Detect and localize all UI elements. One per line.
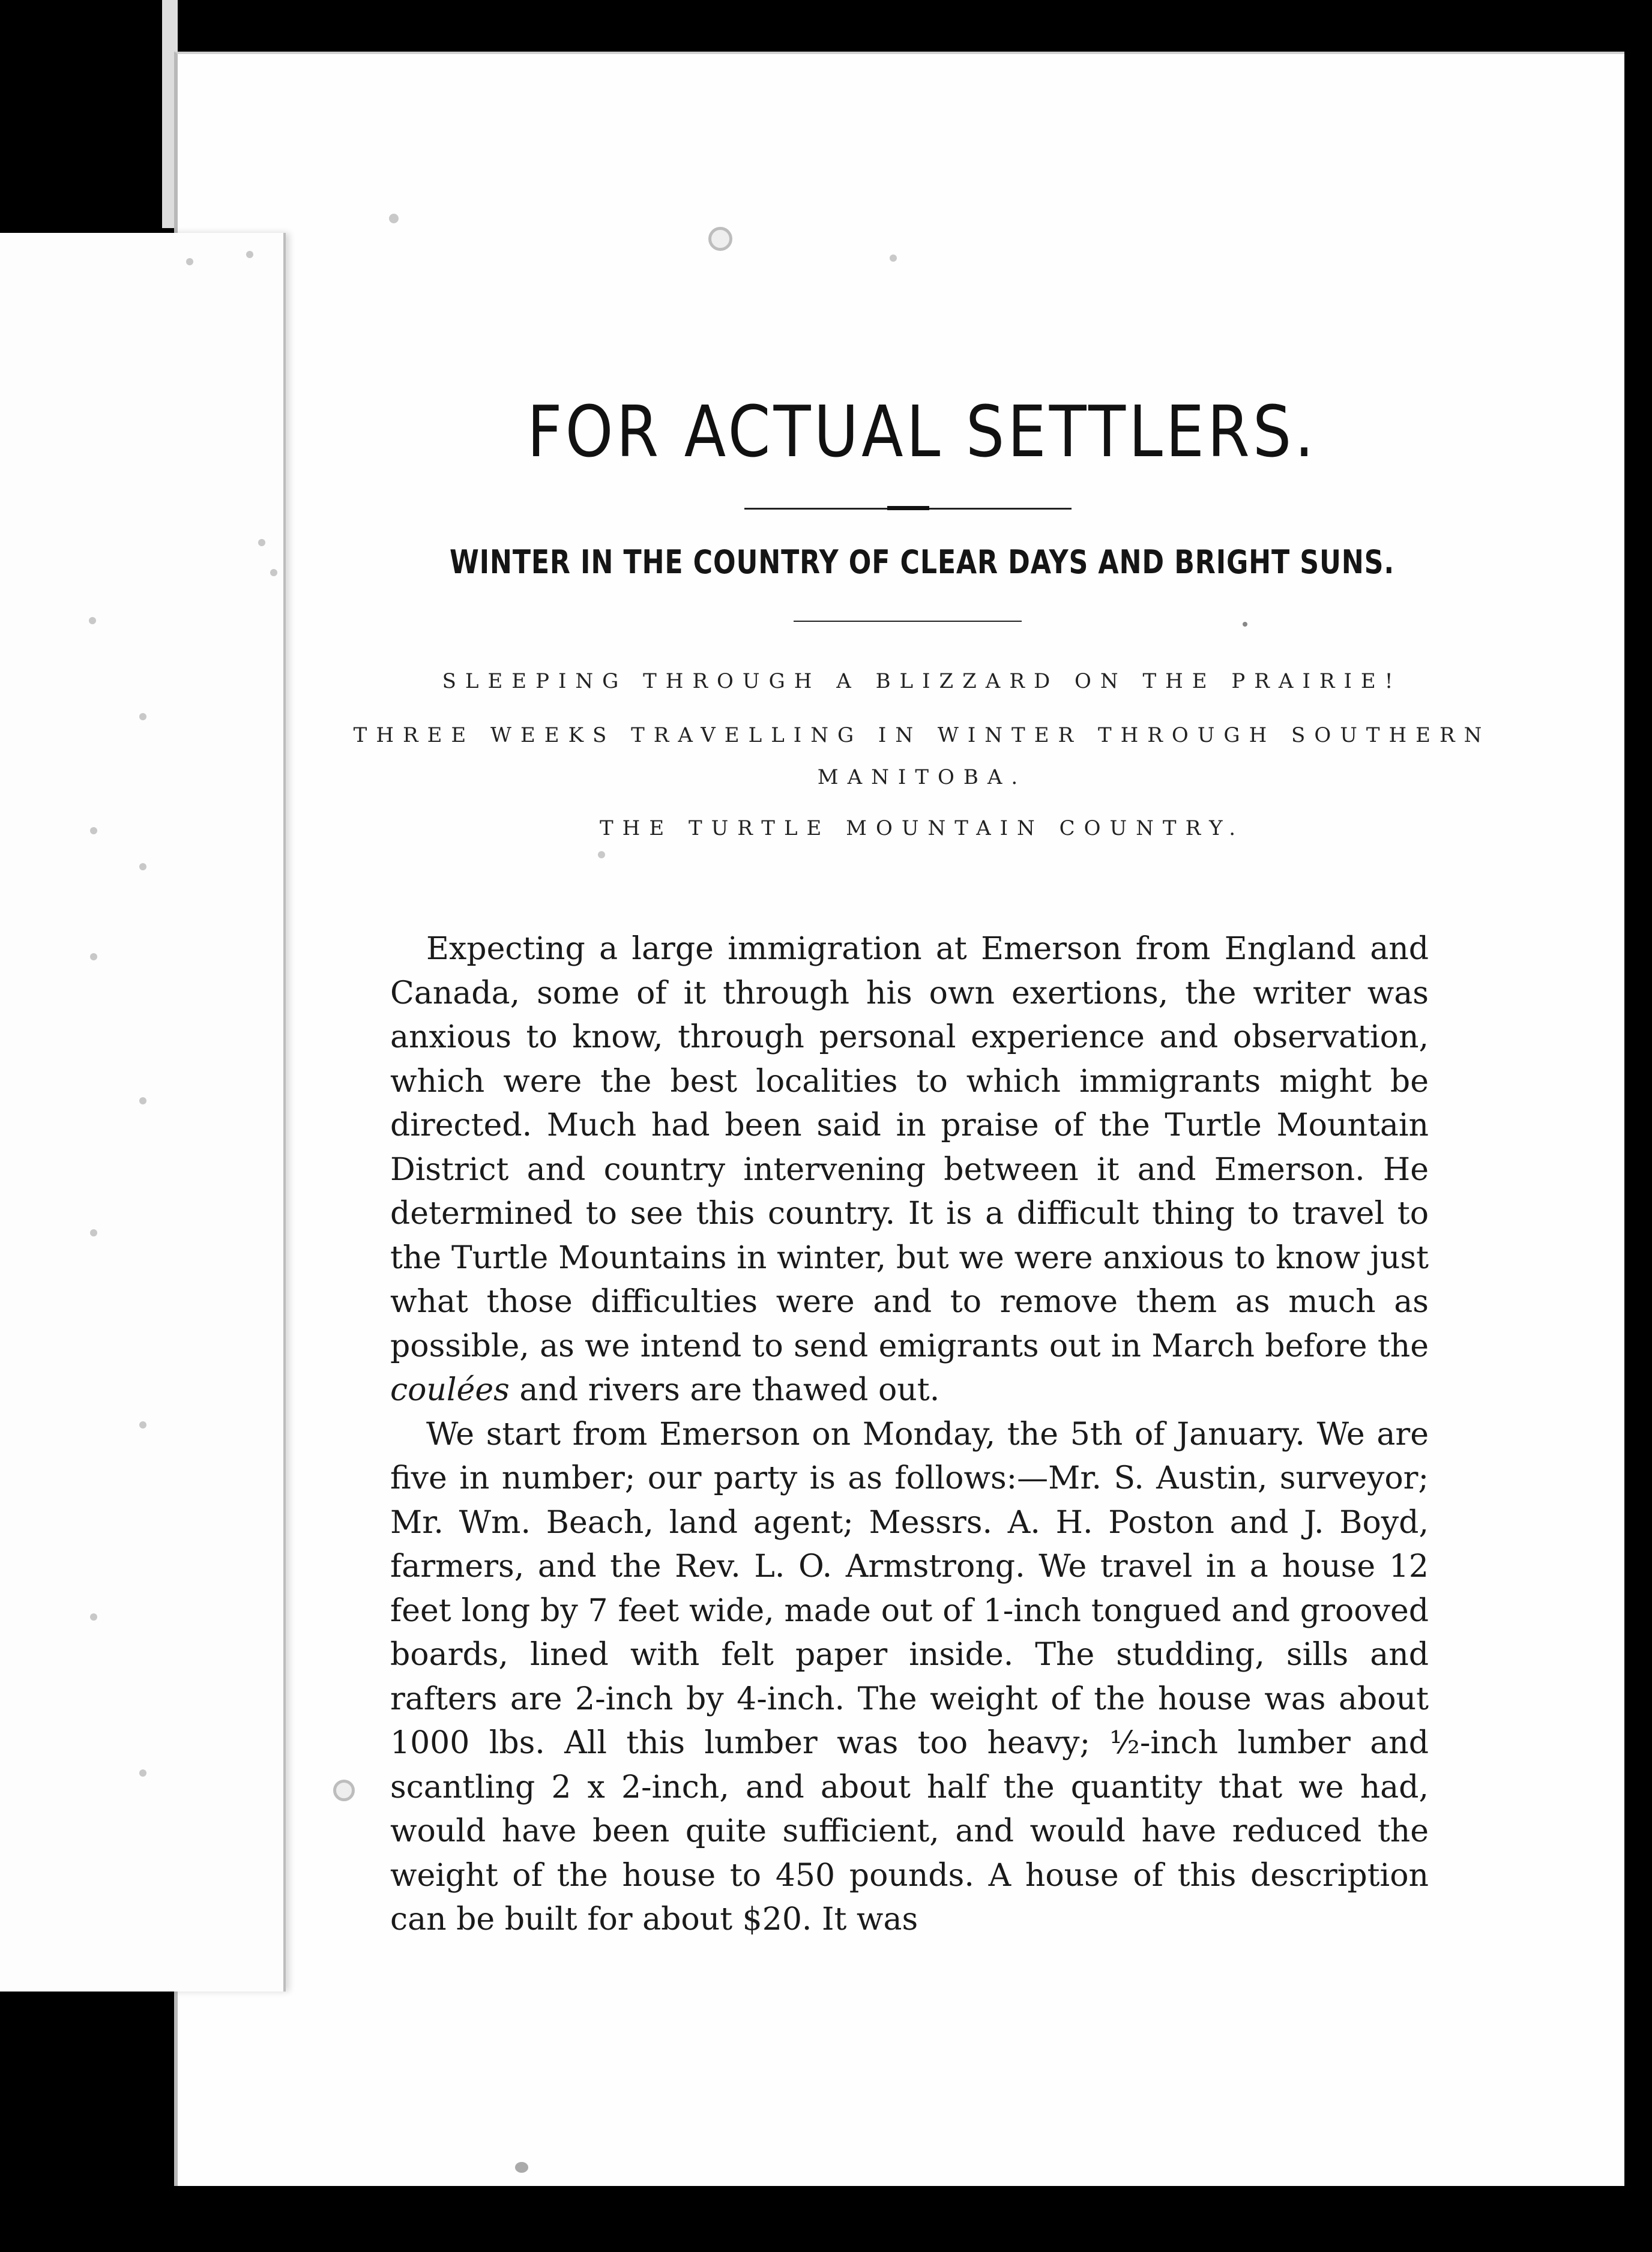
body-text	[390, 927, 1429, 1942]
underlying-page	[0, 233, 286, 1992]
speck	[515, 2162, 528, 2173]
heading-line-3: MANITOBA.	[817, 765, 1027, 789]
speck	[890, 254, 897, 262]
paragraph-2: We start from Emerson on Monday, the 5th of January. We are five in number; our party is as follows:—Mr. S. Austin, surveyor; Mr. Wm. Beach, land agent; Messrs. A. H. Poston and J. Boyd, farmers, and the Rev. L. O. Armstrong. We travel in a house 12 feet long by 7 feet wide, made out of 1-inch tongued and grooved boards, lined with felt paper inside. The studding, sills and rafters are 2-inch by 4-inch. The weight of the house was about 1000 lbs. All this lumber was too heavy; ½-inch lumber and scantling 2 x 2-inch, and about half the quantity that we had, would have been quite sufficient, and would have reduced the weight of the house to 450 pounds. A house of this description can be built for about $20. It was	[390, 1416, 1429, 1937]
document-title: FOR ACTUAL SETTLERS.	[527, 390, 1317, 473]
paragraph-1-text: Expecting a large immigration at Emerson from England and Canada, some of it through his own exertions, the writer was anxious to know, through personal experience and observation, which were the best localities to which immigrants might be directed. Much had been said in praise of the Turtle Mountain District and country intervening between it and Emerson. He determined to see this country. It is a difficult thing to travel to the Turtle Mountains in winter, but we were anxious to know just what those difficulties were and to remove them as much as possible, as we intend to send emigrants out in March before the	[390, 931, 1429, 1364]
punch-hole	[708, 227, 732, 251]
speck	[389, 214, 399, 223]
heading-line-2: THREE WEEKS TRAVELLING IN WINTER THROUGH SOUTHERN	[353, 723, 1491, 747]
divider-ornament	[887, 506, 929, 510]
heading-line-1: SLEEPING THROUGH A BLIZZARD ON THE PRAIRIE!	[442, 669, 1402, 693]
divider-rule	[794, 621, 1022, 622]
speck	[598, 851, 605, 858]
heading-line-4: THE TURTLE MOUNTAIN COUNTRY.	[599, 816, 1245, 840]
punch-hole	[333, 1780, 355, 1801]
paragraph-1-end: and rivers are thawed out.	[509, 1372, 940, 1408]
document-subtitle: WINTER IN THE COUNTRY OF CLEAR DAYS AND BRIGHT SUNS.	[449, 543, 1395, 581]
speck	[1243, 622, 1247, 627]
paragraph-1	[390, 927, 1429, 1413]
paragraph-1-italic: coulées	[390, 1372, 510, 1408]
